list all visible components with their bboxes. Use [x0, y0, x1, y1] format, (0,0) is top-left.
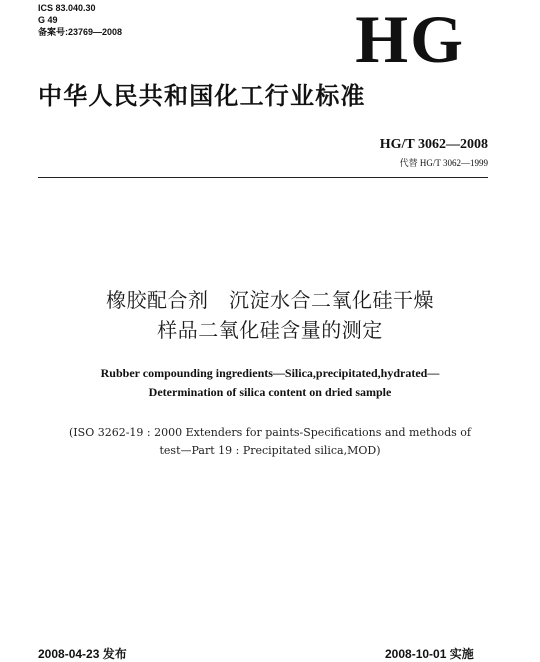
iso-reference-line-1: (ISO 3262-19 : 2000 Extenders for paints-Specifications and methods of: [69, 426, 471, 439]
standard-title: 中华人民共和国化工行业标准: [38, 82, 366, 110]
hg-logo: HG: [355, 1, 465, 77]
record-number: 备案号:23769—2008: [38, 27, 123, 37]
replaces-standard: 代替 HG/T 3062—1999: [399, 158, 488, 168]
english-title-line-1: Rubber compounding ingredients—Silica,precipitated,hydrated—: [100, 366, 440, 380]
category-code: G 49: [38, 15, 58, 25]
issue-date: 2008-04-23 发布: [38, 647, 127, 661]
ics-code: ICS 83.040.30: [38, 3, 96, 13]
chinese-title-line-2: 样品二氧化硅含量的测定: [157, 318, 383, 342]
iso-reference-line-2: test—Part 19 : Precipitated silica,MOD): [159, 444, 381, 457]
effective-date: 2008-10-01 实施: [385, 647, 474, 661]
chinese-title-line-1: 橡胶配合剂 沉淀水合二氧化硅干燥: [106, 288, 434, 312]
header-divider: [38, 177, 488, 178]
standard-number: HG/T 3062—2008: [379, 137, 488, 152]
english-title-line-2: Determination of silica content on dried sample: [148, 385, 392, 399]
